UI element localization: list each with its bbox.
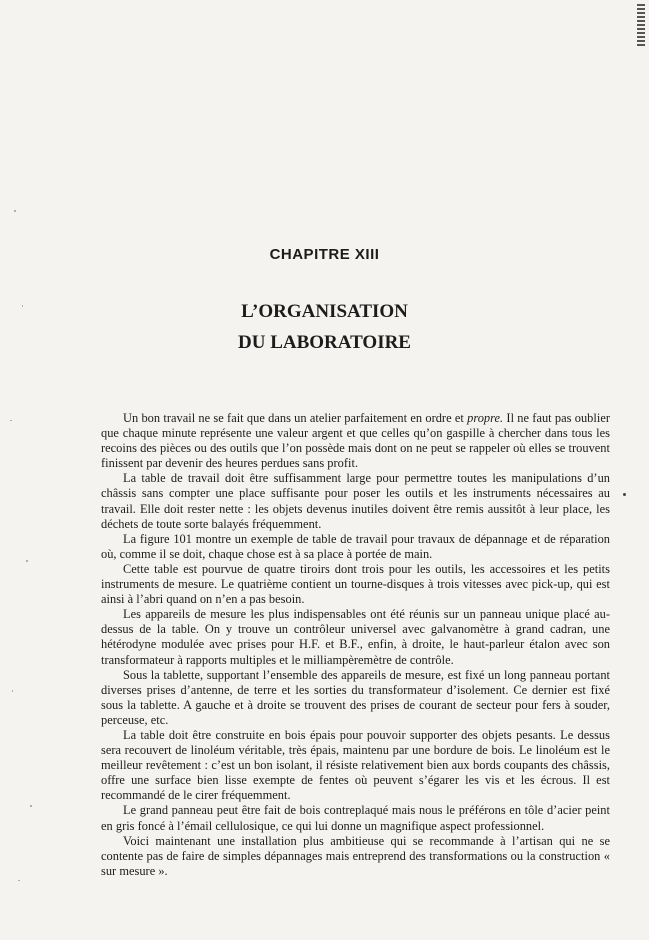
paragraph: Sous la tablette, supportant l’ensemble des appareils de mesure, est fixé un long panneau portant diverses prises d’antenne, de terre et les sorties du transformateur d’isolement. Ce dernier est fixé sous la tablette. A gauche et à droite se trouvent des prises de courant de secteur pour fers à souder, perceuse, etc. <box>101 667 610 727</box>
paragraph: Un bon travail ne se fait que dans un atelier parfaitement en ordre et propre. Il ne faut pas oublier que chaque minute représente une valeur argent et que celles qu’on gaspille à chercher dans tous les recoins des pièces ou des outils que l’on possède mais dont on ne peut se rappeler où elles se trouvent finissent par devenir des heures perdues sans profit. <box>101 411 610 471</box>
chapter-title-line-2: DU LABORATOIRE <box>238 332 411 353</box>
emphasis-propre: propre. <box>467 411 504 425</box>
chapter-number: CHAPITRE XIII <box>269 246 380 263</box>
paragraph: Voici maintenant une installation plus ambitieuse qui se recommande à l’artisan qui ne se contente pas de faire de simples dépannages mais entreprend des transformations ou la construction « sur mesure ». <box>101 833 610 878</box>
chapter-title <box>0 296 649 358</box>
paragraph: Cette table est pourvue de quatre tiroirs dont trois pour les outils, les accessoires et les petits instruments de mesure. Le quatrième contient un tourne-disques à trois vitesses avec pick-up, qui est ainsi à l’abri quand on n’en a pas besoin. <box>101 561 610 607</box>
paragraph: La figure 101 montre un exemple de table de travail pour travaux de dépannage et de réparation où, comme il se doit, chaque chose est à sa place à portée de main. <box>101 531 610 561</box>
chapter-body <box>101 411 610 879</box>
chapter-title-line-1: L’ORGANISATION <box>241 301 408 322</box>
paragraph: Les appareils de mesure les plus indispensables ont été réunis sur un panneau unique placé au-dessus de la table. On y trouve un contrôleur universel avec galvanomètre à grand cadran, une hétérodyne modulée avec prises pour H.F. et B.F., enfin, à droite, le haut-parleur étalon avec son transformateur à rapports multiples et le milliampèremètre de contrôle. <box>101 607 610 667</box>
scan-edge-mark <box>637 4 645 46</box>
paragraph: La table doit être construite en bois épais pour pouvoir supporter des objets pesants. Le dessus sera recouvert de linoléum véritable, très épais, maintenu par une bordure de bois. Le linoléum est le meilleur revêtement : c’est un bon isolant, il résiste relativement bien aux bords coupants des châssis, offre une surface bien lisse exempte de fentes où peuvent s’égarer les vis et les écrous. Il est recommandé de le cirer fréquemment. <box>101 727 610 803</box>
paragraph: Le grand panneau peut être fait de bois contreplaqué mais nous le préférons en tôle d’acier peint en gris foncé à l’émail cellulosique, ce qui lui donne un magnifique aspect professionnel. <box>101 803 610 833</box>
paragraph: La table de travail doit être suffisamment large pour permettre toutes les manipulations d’un châssis sans compter une place suffisante pour poser les outils et les instruments nécessaires au travail. Elle doit rester nette : les objets devenus inutiles doivent être remis aussitôt à leur place, les déchets de toute sorte balayés fréquemment. <box>101 471 610 531</box>
